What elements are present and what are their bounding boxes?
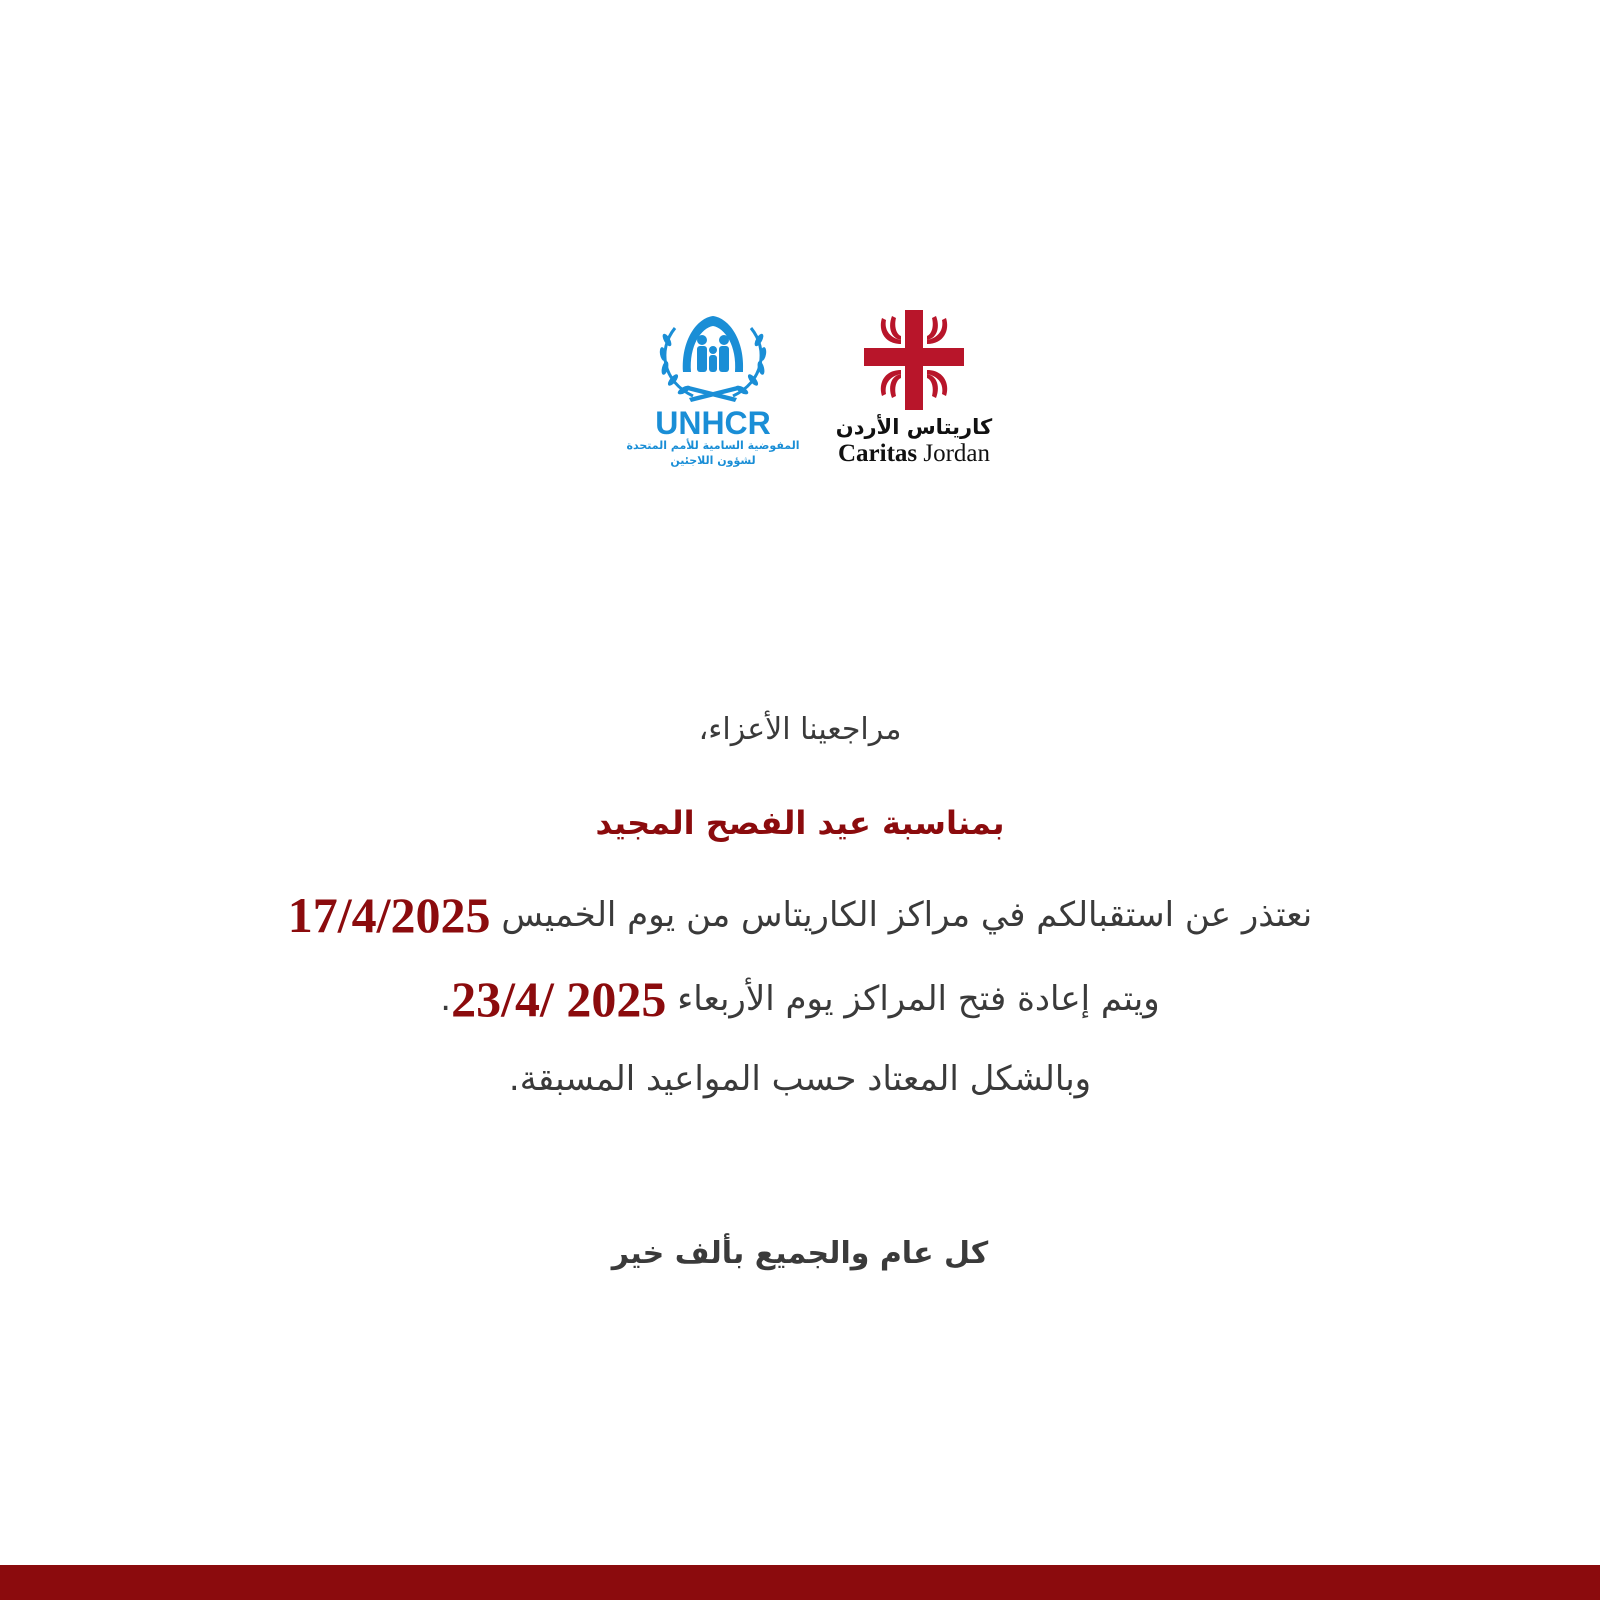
reopen-notice-text: ويتم إعادة فتح المراكز يوم الأربعاء (677, 979, 1160, 1019)
unhcr-logo (616, 310, 810, 468)
caritas-arabic-name: كاريتاس الأردن (835, 415, 993, 439)
caritas-logo (826, 310, 1002, 468)
reopen-period: . (440, 979, 452, 1019)
unhcr-wordmark: UNHCR (655, 405, 771, 441)
unhcr-arabic-line-1: المفوضية السامية للأمم المتحدة (626, 439, 800, 452)
appointments-note: وبالشكل المعتاد حسب المواعيد المسبقة. (508, 1059, 1092, 1099)
caritas-english-regular: Jordan (923, 440, 991, 467)
logos-header (0, 310, 1600, 500)
caritas-english-bold: Caritas (837, 440, 918, 467)
unhcr-arabic-line-2: لشؤون اللاجئين (670, 454, 756, 467)
greeting: مراجعينا الأعزاء، (698, 712, 902, 747)
closure-notice-line (0, 888, 1600, 942)
reopen-date: 23/4/ 2025 (451, 971, 667, 1027)
closure-start-date: 17/4/2025 (287, 887, 491, 943)
caritas-cross-icon (864, 310, 964, 410)
reopen-notice-line (0, 972, 1600, 1026)
unhcr-emblem-icon (653, 310, 773, 406)
caritas-english-name (826, 440, 1002, 468)
occasion-title: بمناسبة عيد الفصح المجيد (595, 804, 1005, 842)
bottom-accent-bar (0, 1565, 1600, 1600)
holiday-wishes: كل عام والجميع بألف خير (611, 1236, 989, 1271)
closure-notice-text: نعتذر عن استقبالكم في مراكز الكاريتاس من يوم الخميس (501, 895, 1313, 935)
